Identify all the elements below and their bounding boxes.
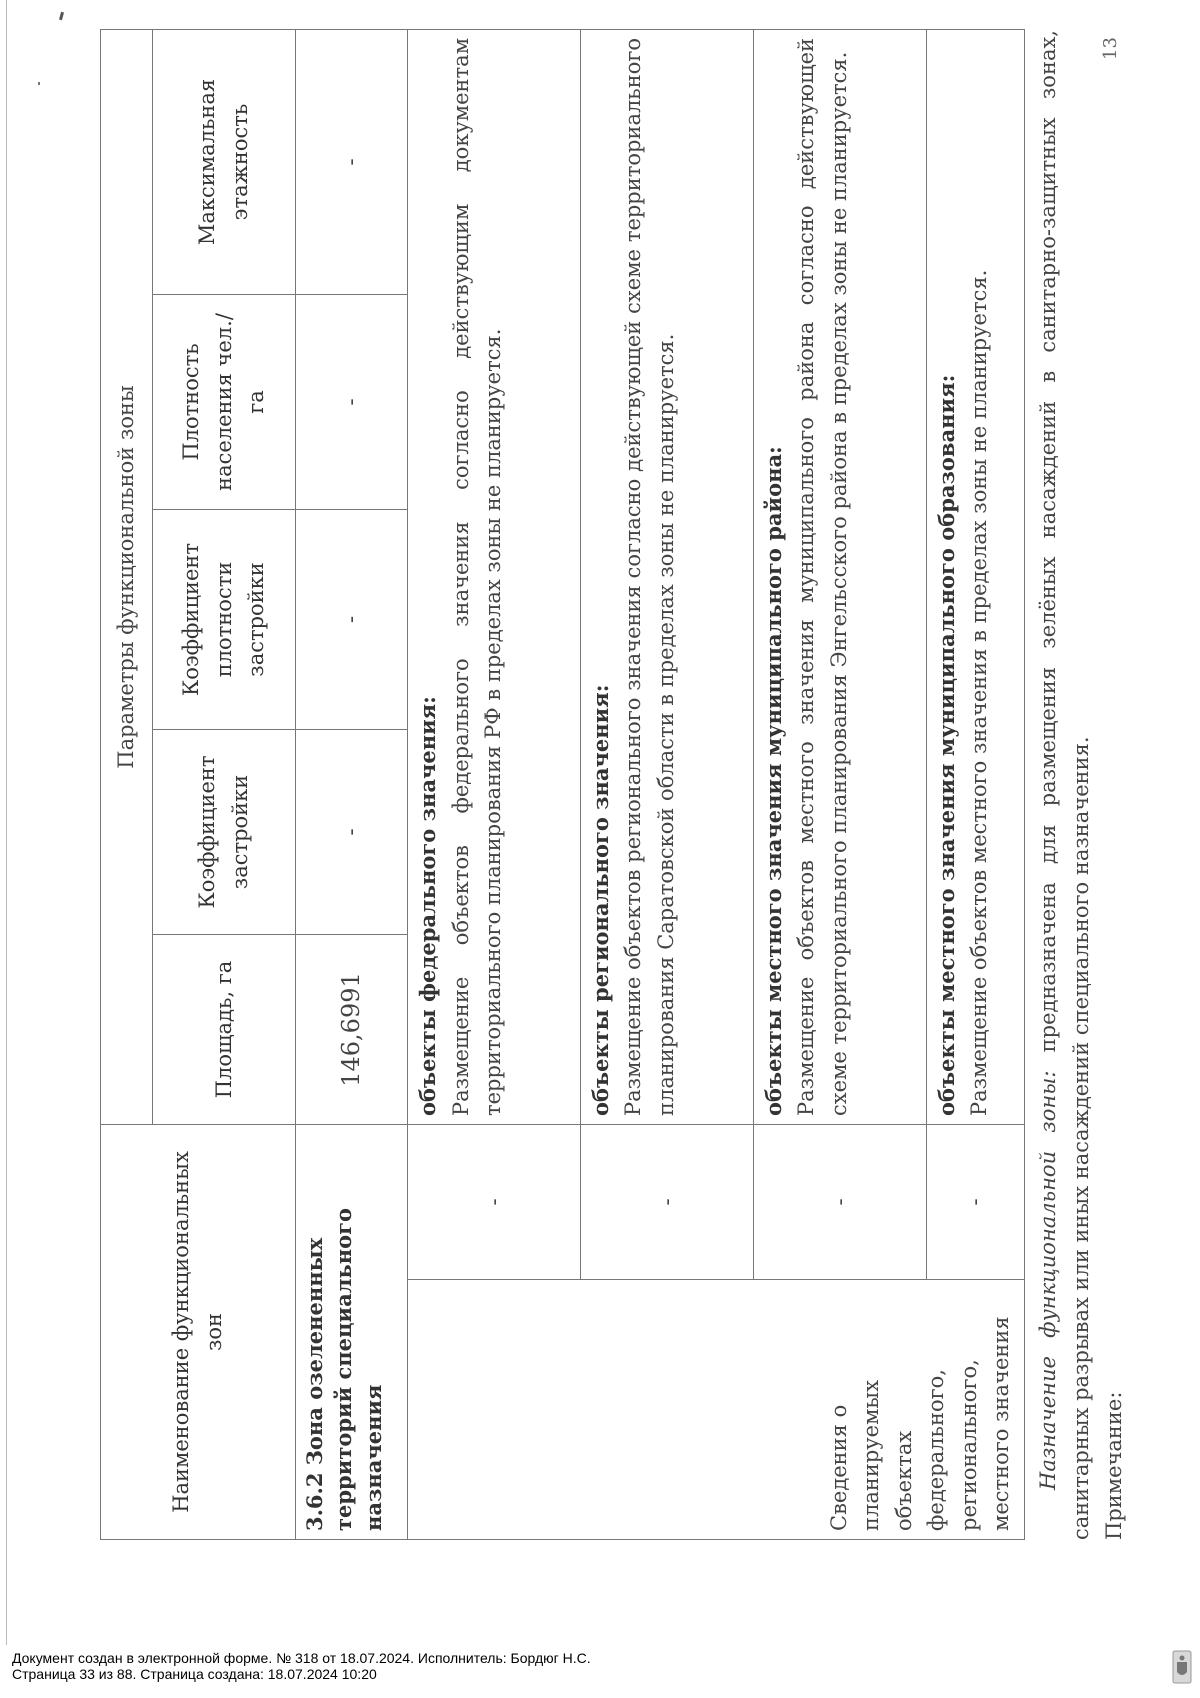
federal-objects-cell	[407, 29, 580, 1124]
header-build-coefficient: Коэффициент застройки	[152, 729, 295, 934]
regional-objects-cell	[580, 29, 753, 1124]
municipal-objects-text: Размещение объектов местного значения в пределах зоны не планируется.	[967, 269, 992, 1116]
scan-speck	[38, 82, 40, 85]
zone-density-coefficient-value: -	[295, 509, 407, 729]
header-zone-name: Наименование функциональных зон	[101, 1124, 296, 1539]
functional-zones-table	[100, 29, 1025, 1540]
planned-objects-label: Сведения о планируемых объектах федерального, регионального, местного значения	[407, 1280, 1024, 1540]
regional-objects-text: Размещение объектов регионального значения согласно действующей схеме территориального планирования Саратовской области в пределах зоны не планируется.	[621, 37, 679, 1116]
header-population-density: Плотность населения чел./га	[152, 294, 295, 509]
district-objects-text: Размещение объектов местного значения муниципального района согласно действующей схеме территориального планирования Энгельсского района в пределах зоны не планируется.	[794, 37, 852, 1116]
municipal-objects-heading: объекты местного значения муниципального образования:	[933, 374, 959, 1116]
municipal-dash: -	[926, 1124, 1024, 1279]
zone-population-density-value: -	[295, 294, 407, 509]
page-number: 13	[1100, 37, 1121, 60]
header-max-floors: Максимальная этажность	[152, 29, 295, 294]
zone-area-value: 146,6991	[295, 934, 407, 1124]
regional-dash: -	[580, 1124, 753, 1279]
zone-purpose-label: Назначение функциональной зоны:	[1036, 1070, 1060, 1490]
federal-objects-text: Размещение объектов федерального значения согласно действующим документам территориального планирования РФ в пределах зоны не планируется.	[448, 37, 506, 1116]
coat-of-arms-icon	[1172, 1650, 1192, 1684]
zone-build-coefficient-value: -	[295, 729, 407, 934]
remark-label: Примечание:	[1102, 1391, 1126, 1540]
zone-max-floors-value: -	[295, 29, 407, 294]
zone-name: 3.6.2 Зона озелененных территорий специального назначения	[295, 1124, 407, 1539]
regional-objects-heading: объекты регионального значения:	[587, 684, 613, 1116]
footer-line-1: Документ создан в электронной форме. № 318 от 18.07.2024. Исполнитель: Бордюг Н.С.	[12, 1650, 591, 1666]
zone-purpose-note	[1032, 30, 1097, 1540]
district-dash: -	[753, 1124, 926, 1279]
federal-objects-heading: объекты федерального значения:	[414, 696, 440, 1116]
zone-purpose-text: предназначена для размещения зелёных насаждений в санитарно-защитных зонах, санитарных разрывах или иных насаждений специального назначения.	[1036, 30, 1093, 1540]
footer-line-2: Страница 33 из 88. Страница создана: 18.07.2024 10:20	[12, 1666, 377, 1682]
district-objects-heading: объекты местного значения муниципального района:	[760, 446, 786, 1116]
federal-dash: -	[407, 1124, 580, 1279]
header-zone-parameters: Параметры функциональной зоны	[101, 29, 153, 1124]
district-objects-cell	[753, 29, 926, 1124]
header-area: Площадь, га	[152, 934, 295, 1124]
header-density-coefficient: Коэффициент плотности застройки	[152, 509, 295, 729]
municipal-objects-cell	[926, 29, 1024, 1124]
rotated-page-content	[90, 0, 1140, 1620]
document-footer	[12, 1650, 591, 1682]
